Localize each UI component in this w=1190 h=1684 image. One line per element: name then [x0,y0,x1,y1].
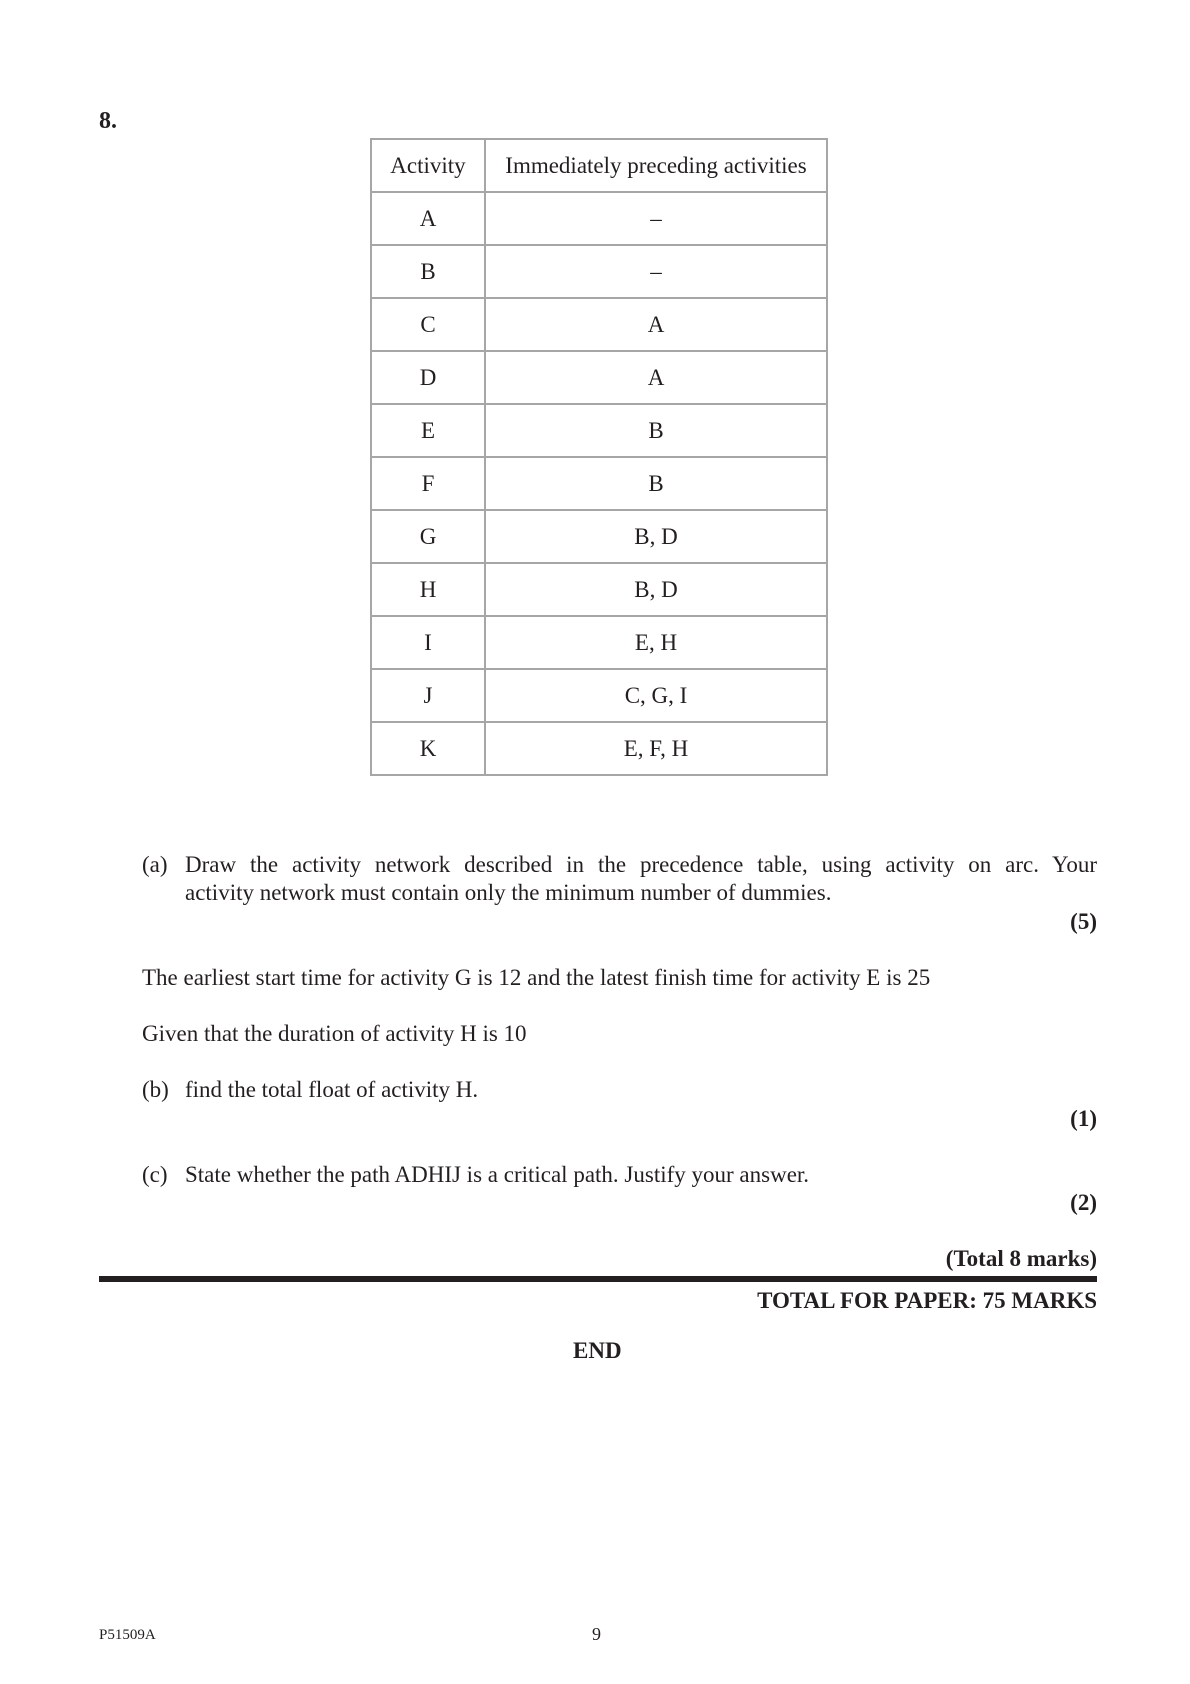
preceding-cell: E, F, H [485,722,827,775]
table-row [371,404,827,457]
header-activity: Activity [371,139,485,192]
preceding-cell: A [485,298,827,351]
table-row [371,616,827,669]
part-a-marks: (5) [1070,909,1097,934]
page-number: 9 [592,1624,601,1644]
activity-cell: E [371,404,485,457]
preceding-cell: B [485,404,827,457]
part-a-line1: Draw the activity network described in the precedence table, using activity on arc. Your [185,852,1097,877]
activity-cell: C [371,298,485,351]
activity-cell: G [371,510,485,563]
total-question-marks: (Total 8 marks) [945,1246,1097,1271]
activity-cell: A [371,192,485,245]
preceding-cell: B [485,457,827,510]
part-a-label: (a) [142,852,168,877]
table-row [371,563,827,616]
activity-cell: D [371,351,485,404]
preceding-cell: B, D [485,510,827,563]
table-row [371,510,827,563]
preceding-cell: – [485,245,827,298]
preceding-cell: E, H [485,616,827,669]
part-a-line2: activity network must contain only the minimum number of dummies. [185,880,832,905]
header-preceding: Immediately preceding activities [485,139,827,192]
total-paper-marks: TOTAL FOR PAPER: 75 MARKS [757,1288,1097,1313]
part-b-text: find the total float of activity H. [185,1077,479,1102]
activity-cell: J [371,669,485,722]
paper-code: P51509A [99,1627,156,1643]
activity-cell: B [371,245,485,298]
preceding-cell: B, D [485,563,827,616]
activity-cell: I [371,616,485,669]
part-b-marks: (1) [1070,1106,1097,1131]
table-header-row [371,139,827,192]
table-row [371,245,827,298]
info-duration-h: Given that the duration of activity H is 10 [142,1021,527,1046]
table-row [371,669,827,722]
end-label: END [573,1338,622,1363]
part-c-text: State whether the path ADHIJ is a critical path. Justify your answer. [185,1162,810,1187]
part-b-label: (b) [142,1077,169,1102]
table-row [371,298,827,351]
precedence-table [370,138,828,776]
table-row [371,192,827,245]
part-c-label: (c) [142,1162,168,1187]
question-number: 8. [99,108,117,134]
activity-cell: H [371,563,485,616]
table-row [371,351,827,404]
activity-cell: K [371,722,485,775]
preceding-cell: C, G, I [485,669,827,722]
divider-rule [99,1276,1097,1282]
preceding-cell: A [485,351,827,404]
part-c-marks: (2) [1070,1190,1097,1215]
preceding-cell: – [485,192,827,245]
table-row [371,457,827,510]
info-earliest-start: The earliest start time for activity G is 12 and the latest finish time for activity E is 25 [142,965,931,990]
table-row [371,722,827,775]
activity-cell: F [371,457,485,510]
